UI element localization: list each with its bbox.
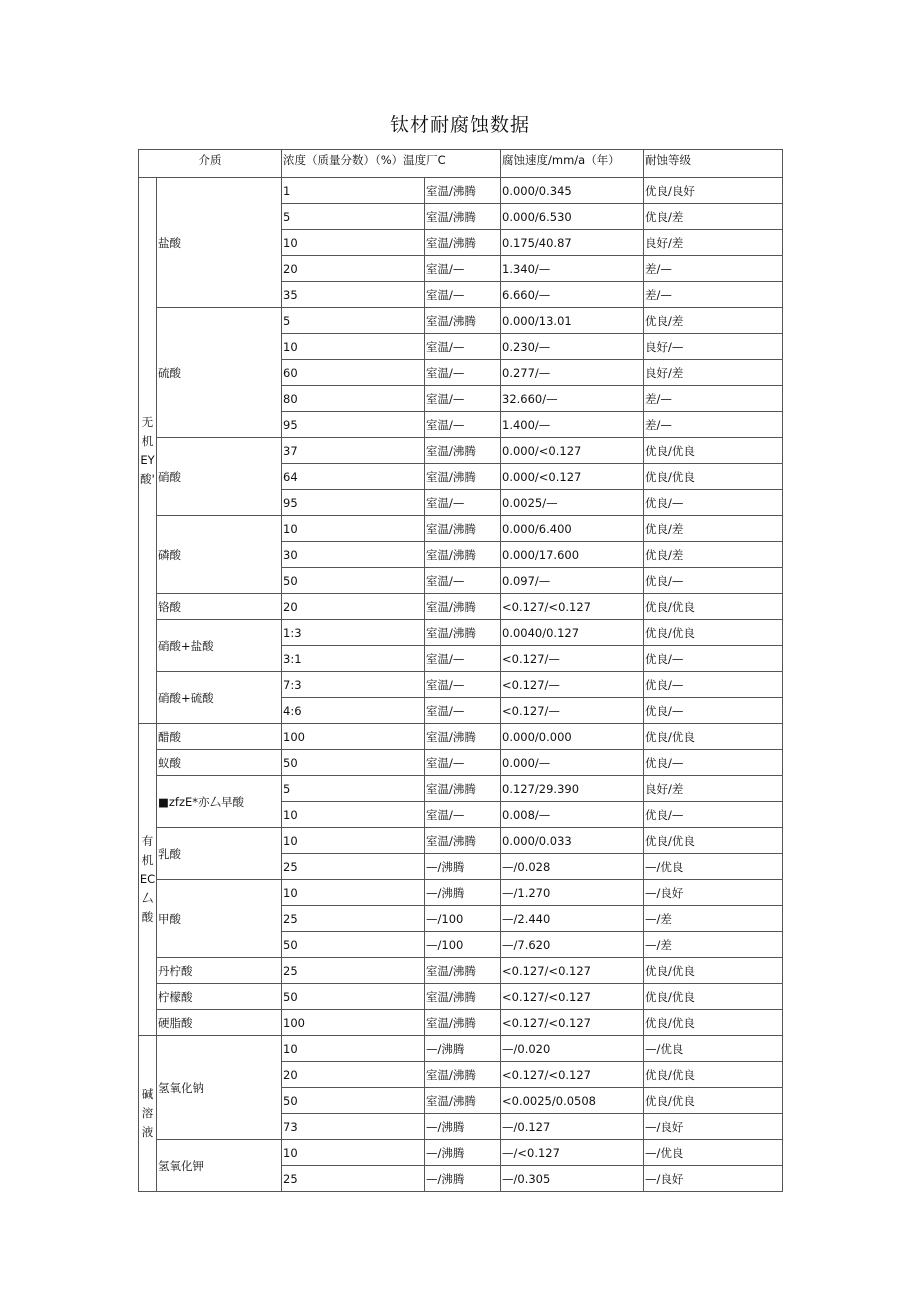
resistance-grade-cell: —/差: [644, 906, 783, 932]
table-row: [139, 594, 783, 620]
table-row: [139, 828, 783, 854]
concentration-cell: 100: [282, 1010, 425, 1036]
resistance-grade-cell: 差/—: [644, 412, 783, 438]
temperature-cell: —/沸腾: [425, 1166, 501, 1192]
resistance-grade-cell: 良好/—: [644, 334, 783, 360]
header-row: [139, 150, 783, 178]
medium-cell: 柠檬酸: [157, 984, 282, 1010]
resistance-grade-cell: 优良/优良: [644, 1010, 783, 1036]
table-row: [139, 750, 783, 776]
temperature-cell: 室温/沸腾: [425, 1088, 501, 1114]
corrosion-rate-cell: 0.0025/—: [501, 490, 644, 516]
temperature-cell: 室温/沸腾: [425, 776, 501, 802]
corrosion-rate-cell: 0.008/—: [501, 802, 644, 828]
temperature-cell: 室温/—: [425, 412, 501, 438]
temperature-cell: 室温/—: [425, 282, 501, 308]
header-medium: 介质: [139, 150, 282, 178]
resistance-grade-cell: —/良好: [644, 880, 783, 906]
corrosion-rate-cell: 1.400/—: [501, 412, 644, 438]
concentration-cell: 20: [282, 1062, 425, 1088]
corrosion-rate-cell: 0.000/<0.127: [501, 438, 644, 464]
medium-cell: 盐酸: [157, 178, 282, 308]
table-row: [139, 672, 783, 698]
resistance-grade-cell: 优良/优良: [644, 438, 783, 464]
temperature-cell: 室温/沸腾: [425, 542, 501, 568]
temperature-cell: 室温/—: [425, 802, 501, 828]
resistance-grade-cell: 优良/差: [644, 516, 783, 542]
corrosion-rate-cell: —/0.028: [501, 854, 644, 880]
header-resistance-grade: 耐蚀等级: [644, 150, 783, 178]
table-row: [139, 438, 783, 464]
resistance-grade-cell: —/良好: [644, 1166, 783, 1192]
resistance-grade-cell: —/优良: [644, 1036, 783, 1062]
resistance-grade-cell: 优良/优良: [644, 984, 783, 1010]
resistance-grade-cell: 优良/优良: [644, 620, 783, 646]
corrosion-rate-cell: —/2.440: [501, 906, 644, 932]
resistance-grade-cell: 优良/—: [644, 802, 783, 828]
concentration-cell: 80: [282, 386, 425, 412]
temperature-cell: 室温/—: [425, 672, 501, 698]
corrosion-rate-cell: —/0.127: [501, 1114, 644, 1140]
corrosion-rate-cell: 0.000/<0.127: [501, 464, 644, 490]
resistance-grade-cell: 良好/差: [644, 230, 783, 256]
concentration-cell: 1: [282, 178, 425, 204]
temperature-cell: 室温/—: [425, 256, 501, 282]
category-label: 无机EY酸': [140, 414, 155, 486]
temperature-cell: 室温/沸腾: [425, 1062, 501, 1088]
resistance-grade-cell: —/差: [644, 932, 783, 958]
medium-cell: 硫酸: [157, 308, 282, 438]
concentration-cell: 30: [282, 542, 425, 568]
temperature-cell: 室温/—: [425, 386, 501, 412]
temperature-cell: 室温/沸腾: [425, 984, 501, 1010]
table-row: [139, 958, 783, 984]
temperature-cell: 室温/沸腾: [425, 594, 501, 620]
concentration-cell: 5: [282, 204, 425, 230]
table-row: [139, 984, 783, 1010]
category-label: 碱溶液: [141, 1087, 154, 1139]
corrosion-rate-cell: 32.660/—: [501, 386, 644, 412]
table-row: [139, 1010, 783, 1036]
concentration-cell: 7:3: [282, 672, 425, 698]
medium-cell: 甲酸: [157, 880, 282, 958]
corrosion-rate-cell: <0.127/<0.127: [501, 1062, 644, 1088]
temperature-cell: —/沸腾: [425, 880, 501, 906]
corrosion-rate-cell: <0.127/<0.127: [501, 594, 644, 620]
corrosion-rate-cell: <0.127/—: [501, 672, 644, 698]
concentration-cell: 60: [282, 360, 425, 386]
header-concentration-temperature: 浓度（质量分数）（%）温度厂C: [282, 150, 501, 178]
corrosion-rate-cell: —/1.270: [501, 880, 644, 906]
corrosion-rate-cell: 0.000/0.000: [501, 724, 644, 750]
resistance-grade-cell: 优良/优良: [644, 724, 783, 750]
temperature-cell: 室温/沸腾: [425, 958, 501, 984]
concentration-cell: 10: [282, 230, 425, 256]
table-row: [139, 178, 783, 204]
medium-cell: 蚁酸: [157, 750, 282, 776]
resistance-grade-cell: —/优良: [644, 854, 783, 880]
resistance-grade-cell: —/优良: [644, 1140, 783, 1166]
corrosion-rate-cell: —/0.305: [501, 1166, 644, 1192]
temperature-cell: 室温/沸腾: [425, 620, 501, 646]
corrosion-rate-cell: 0.000/0.033: [501, 828, 644, 854]
corrosion-rate-cell: 0.000/6.400: [501, 516, 644, 542]
resistance-grade-cell: 优良/—: [644, 568, 783, 594]
temperature-cell: 室温/沸腾: [425, 178, 501, 204]
concentration-cell: 10: [282, 880, 425, 906]
header-corrosion-rate: 腐蚀速度/mm/a（年）: [501, 150, 644, 178]
medium-cell: 丹柠酸: [157, 958, 282, 984]
resistance-grade-cell: 优良/优良: [644, 1088, 783, 1114]
concentration-cell: 73: [282, 1114, 425, 1140]
medium-cell: 硝酸+盐酸: [157, 620, 282, 672]
concentration-cell: 50: [282, 750, 425, 776]
concentration-cell: 25: [282, 958, 425, 984]
resistance-grade-cell: 良好/差: [644, 360, 783, 386]
medium-cell: 氢氧化钾: [157, 1140, 282, 1192]
concentration-cell: 5: [282, 308, 425, 334]
temperature-cell: 室温/沸腾: [425, 308, 501, 334]
concentration-cell: 3:1: [282, 646, 425, 672]
resistance-grade-cell: 优良/—: [644, 698, 783, 724]
table-row: [139, 724, 783, 750]
concentration-cell: 10: [282, 334, 425, 360]
medium-cell: 硝酸: [157, 438, 282, 516]
temperature-cell: 室温/沸腾: [425, 438, 501, 464]
concentration-cell: 10: [282, 1140, 425, 1166]
corrosion-rate-cell: 0.000/—: [501, 750, 644, 776]
temperature-cell: —/100: [425, 906, 501, 932]
resistance-grade-cell: 优良/—: [644, 672, 783, 698]
resistance-grade-cell: 差/—: [644, 386, 783, 412]
concentration-cell: 1:3: [282, 620, 425, 646]
concentration-cell: 25: [282, 906, 425, 932]
temperature-cell: 室温/沸腾: [425, 1010, 501, 1036]
medium-cell: 硝酸+硫酸: [157, 672, 282, 724]
resistance-grade-cell: 优良/—: [644, 750, 783, 776]
medium-cell: ■zfzE*亦厶早酸: [157, 776, 282, 828]
resistance-grade-cell: 优良/优良: [644, 1062, 783, 1088]
resistance-grade-cell: —/良好: [644, 1114, 783, 1140]
corrosion-rate-cell: <0.127/—: [501, 698, 644, 724]
table-row: [139, 620, 783, 646]
table-body: [139, 178, 783, 1192]
corrosion-rate-cell: 0.230/—: [501, 334, 644, 360]
table-row: [139, 516, 783, 542]
page-title: 钛材耐腐蚀数据: [389, 114, 530, 136]
concentration-cell: 20: [282, 594, 425, 620]
temperature-cell: 室温/—: [425, 750, 501, 776]
category-cell: [139, 1036, 157, 1192]
temperature-cell: 室温/—: [425, 568, 501, 594]
medium-cell: 硬脂酸: [157, 1010, 282, 1036]
corrosion-rate-cell: <0.127/<0.127: [501, 984, 644, 1010]
medium-cell: 铬酸: [157, 594, 282, 620]
concentration-cell: 20: [282, 256, 425, 282]
temperature-cell: 室温/—: [425, 490, 501, 516]
corrosion-rate-cell: 0.097/—: [501, 568, 644, 594]
medium-cell: 磷酸: [157, 516, 282, 594]
concentration-cell: 25: [282, 1166, 425, 1192]
corrosion-rate-cell: <0.127/<0.127: [501, 1010, 644, 1036]
medium-cell: 乳酸: [157, 828, 282, 880]
corrosion-rate-cell: 0.277/—: [501, 360, 644, 386]
corrosion-rate-cell: 0.175/40.87: [501, 230, 644, 256]
concentration-cell: 50: [282, 984, 425, 1010]
corrosion-rate-cell: 0.000/17.600: [501, 542, 644, 568]
corrosion-rate-cell: <0.0025/0.0508: [501, 1088, 644, 1114]
corrosion-rate-cell: <0.127/<0.127: [501, 958, 644, 984]
corrosion-rate-cell: 0.000/6.530: [501, 204, 644, 230]
concentration-cell: 10: [282, 516, 425, 542]
resistance-grade-cell: 优良/优良: [644, 464, 783, 490]
temperature-cell: —/100: [425, 932, 501, 958]
resistance-grade-cell: 优良/良好: [644, 178, 783, 204]
table-row: [139, 880, 783, 906]
resistance-grade-cell: 优良/—: [644, 490, 783, 516]
corrosion-rate-cell: —/<0.127: [501, 1140, 644, 1166]
temperature-cell: 室温/沸腾: [425, 204, 501, 230]
concentration-cell: 10: [282, 802, 425, 828]
temperature-cell: —/沸腾: [425, 1140, 501, 1166]
table-row: [139, 1140, 783, 1166]
concentration-cell: 50: [282, 1088, 425, 1114]
corrosion-rate-cell: 0.000/13.01: [501, 308, 644, 334]
resistance-grade-cell: 差/—: [644, 282, 783, 308]
corrosion-rate-cell: 1.340/—: [501, 256, 644, 282]
table-row: [139, 776, 783, 802]
concentration-cell: 95: [282, 490, 425, 516]
concentration-cell: 100: [282, 724, 425, 750]
corrosion-rate-cell: —/0.020: [501, 1036, 644, 1062]
temperature-cell: 室温/沸腾: [425, 230, 501, 256]
concentration-cell: 4:6: [282, 698, 425, 724]
temperature-cell: 室温/—: [425, 698, 501, 724]
temperature-cell: —/沸腾: [425, 1114, 501, 1140]
resistance-grade-cell: 优良/优良: [644, 594, 783, 620]
concentration-cell: 25: [282, 854, 425, 880]
resistance-grade-cell: 优良/优良: [644, 958, 783, 984]
table-row: [139, 1036, 783, 1062]
temperature-cell: 室温/沸腾: [425, 828, 501, 854]
corrosion-data-table: [138, 149, 783, 1192]
resistance-grade-cell: 差/—: [644, 256, 783, 282]
corrosion-rate-cell: 0.000/0.345: [501, 178, 644, 204]
corrosion-rate-cell: <0.127/—: [501, 646, 644, 672]
temperature-cell: 室温/沸腾: [425, 724, 501, 750]
category-cell: [139, 724, 157, 1036]
temperature-cell: 室温/—: [425, 334, 501, 360]
table-row: [139, 308, 783, 334]
resistance-grade-cell: 优良/优良: [644, 828, 783, 854]
concentration-cell: 10: [282, 1036, 425, 1062]
corrosion-rate-cell: 0.0040/0.127: [501, 620, 644, 646]
category-label: 有机EC厶酸: [139, 834, 156, 924]
corrosion-rate-cell: 0.127/29.390: [501, 776, 644, 802]
corrosion-rate-cell: —/7.620: [501, 932, 644, 958]
temperature-cell: 室温/沸腾: [425, 516, 501, 542]
temperature-cell: —/沸腾: [425, 1036, 501, 1062]
concentration-cell: 35: [282, 282, 425, 308]
concentration-cell: 5: [282, 776, 425, 802]
medium-cell: 醋酸: [157, 724, 282, 750]
temperature-cell: 室温/—: [425, 646, 501, 672]
resistance-grade-cell: 优良/差: [644, 204, 783, 230]
concentration-cell: 10: [282, 828, 425, 854]
category-cell: [139, 178, 157, 724]
temperature-cell: 室温/—: [425, 360, 501, 386]
temperature-cell: —/沸腾: [425, 854, 501, 880]
concentration-cell: 50: [282, 932, 425, 958]
concentration-cell: 95: [282, 412, 425, 438]
resistance-grade-cell: 良好/差: [644, 776, 783, 802]
corrosion-rate-cell: 6.660/—: [501, 282, 644, 308]
resistance-grade-cell: 优良/差: [644, 542, 783, 568]
medium-cell: 氢氧化钠: [157, 1036, 282, 1140]
resistance-grade-cell: 优良/—: [644, 646, 783, 672]
concentration-cell: 64: [282, 464, 425, 490]
concentration-cell: 50: [282, 568, 425, 594]
resistance-grade-cell: 优良/差: [644, 308, 783, 334]
concentration-cell: 37: [282, 438, 425, 464]
temperature-cell: 室温/沸腾: [425, 464, 501, 490]
